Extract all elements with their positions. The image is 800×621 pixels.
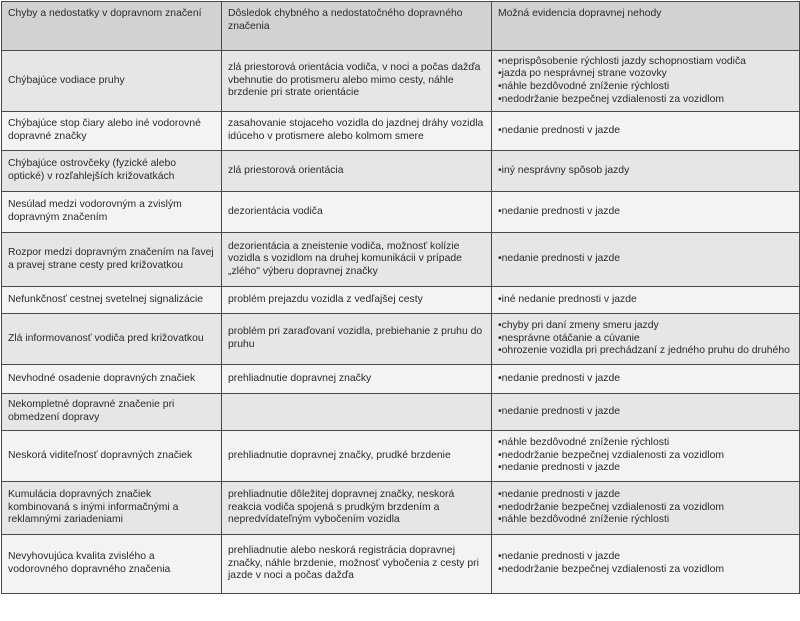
consequence-cell: dezorientácia a zneistenie vodiča, možnosť kolízie vozidla s vozidlom na druhej komunikácii v prípade „zlého" výberu dopravnej značky: [222, 233, 492, 287]
evidence-cell: [492, 535, 800, 594]
evidence-cell: [492, 192, 800, 233]
evidence-cell: [492, 431, 800, 482]
evidence-item: • iný nesprávny spôsob jazdy: [498, 165, 793, 178]
table-row: [2, 535, 800, 594]
evidence-item: • náhle bezdôvodné zníženie rýchlosti: [498, 437, 793, 450]
defect-cell: Zlá informovanosť vodiča pred križovatkou: [2, 314, 222, 365]
evidence-item: • nedanie prednosti v jazde: [498, 206, 793, 219]
evidence-item: • nedanie prednosti v jazde: [498, 253, 793, 266]
evidence-cell: [492, 51, 800, 112]
evidence-item: • nesprávne otáčanie a cúvanie: [498, 333, 793, 346]
consequence-cell: [222, 394, 492, 431]
header-consequence: Dôsledok chybného a nedostatočného dopravného značenia: [222, 2, 492, 51]
evidence-item: • nedanie prednosti v jazde: [498, 462, 793, 475]
evidence-item: • nedanie prednosti v jazde: [498, 489, 793, 502]
table-row: [2, 431, 800, 482]
header-evidence: Možná evidencia dopravnej nehody: [492, 2, 800, 51]
consequence-cell: problém prejazdu vozidla z vedľajšej cesty: [222, 287, 492, 314]
evidence-item: • nedodržanie bezpečnej vzdialenosti za vozidlom: [498, 94, 793, 107]
table-row: [2, 51, 800, 112]
evidence-cell: [492, 233, 800, 287]
evidence-item: • nedanie prednosti v jazde: [498, 373, 793, 386]
table-row: [2, 233, 800, 287]
defect-cell: Nesúlad medzi vodorovným a zvislým dopravným značením: [2, 192, 222, 233]
evidence-item: • ohrozenie vozidla pri prechádzaní z jedného pruhu do druhého: [498, 345, 793, 358]
evidence-item: • jazda po nesprávnej strane vozovky: [498, 68, 793, 81]
evidence-item: • náhle bezdôvodné zníženie rýchlosti: [498, 514, 793, 527]
table-header: [2, 2, 800, 51]
defect-cell: Chýbajúce vodiace pruhy: [2, 51, 222, 112]
consequence-cell: dezorientácia vodiča: [222, 192, 492, 233]
table-body: [2, 51, 800, 594]
evidence-cell: [492, 112, 800, 151]
defect-cell: Rozpor medzi dopravným značením na ľavej a pravej strane cesty pred križovatkou: [2, 233, 222, 287]
table-row: [2, 394, 800, 431]
evidence-list: [498, 373, 793, 386]
defect-cell: Nevhodné osadenie dopravných značiek: [2, 365, 222, 394]
consequence-cell: prehliadnutie dopravnej značky: [222, 365, 492, 394]
evidence-list: [498, 406, 793, 419]
table-row: [2, 192, 800, 233]
evidence-list: [498, 206, 793, 219]
defect-cell: Nefunkčnosť cestnej svetelnej signalizácie: [2, 287, 222, 314]
evidence-item: • nedodržanie bezpečnej vzdialenosti za vozidlom: [498, 502, 793, 515]
header-row: [2, 2, 800, 51]
consequence-cell: prehliadnutie dôležitej dopravnej značky, neskorá reakcia vodiča spojená s prudkým brzdením a nepredvídateľným vybočením vozidla: [222, 482, 492, 535]
consequence-cell: zlá priestorová orientácia: [222, 151, 492, 192]
evidence-cell: [492, 151, 800, 192]
defect-cell: Nevyhovujúca kvalita zvislého a vodorovného dopravného značenia: [2, 535, 222, 594]
table-row: [2, 287, 800, 314]
traffic-signage-table: [1, 1, 800, 594]
evidence-list: [498, 253, 793, 266]
consequence-cell: prehliadnutie dopravnej značky, prudké brzdenie: [222, 431, 492, 482]
defect-cell: Chýbajúce ostrovčeky (fyzické alebo optické) v rozľahlejších križovatkách: [2, 151, 222, 192]
evidence-list: [498, 320, 793, 358]
evidence-cell: [492, 365, 800, 394]
defect-cell: Nekompletné dopravné značenie pri obmedzení dopravy: [2, 394, 222, 431]
evidence-item: • nedanie prednosti v jazde: [498, 406, 793, 419]
evidence-item: • nedanie prednosti v jazde: [498, 551, 793, 564]
table-row: [2, 151, 800, 192]
evidence-item: • neprispôsobenie rýchlosti jazdy schopnostiam vodiča: [498, 56, 793, 69]
evidence-cell: [492, 287, 800, 314]
table-row: [2, 314, 800, 365]
evidence-item: • nedodržanie bezpečnej vzdialenosti za vozidlom: [498, 564, 793, 577]
evidence-item: • iné nedanie prednosti v jazde: [498, 294, 793, 307]
table-row: [2, 365, 800, 394]
evidence-item: • nedanie prednosti v jazde: [498, 125, 793, 138]
defect-cell: Chýbajúce stop čiary alebo iné vodorovné dopravné značky: [2, 112, 222, 151]
evidence-list: [498, 56, 793, 106]
consequence-cell: zasahovanie stojaceho vozidla do jazdnej dráhy vozidla idúceho v protismere alebo kolmom smere: [222, 112, 492, 151]
evidence-list: [498, 125, 793, 138]
consequence-cell: zlá priestorová orientácia vodiča, v noci a počas dažďa vbehnutie do protismeru alebo mimo cesty, náhle brzdenie pri strate orientácie: [222, 51, 492, 112]
consequence-cell: problém pri zaraďovaní vozidla, prebiehanie z pruhu do pruhu: [222, 314, 492, 365]
defect-cell: Neskorá viditeľnosť dopravných značiek: [2, 431, 222, 482]
evidence-list: [498, 437, 793, 475]
header-defects: Chyby a nedostatky v dopravnom značení: [2, 2, 222, 51]
evidence-cell: [492, 314, 800, 365]
evidence-list: [498, 551, 793, 576]
evidence-item: • náhle bezdôvodné zníženie rýchlosti: [498, 81, 793, 94]
evidence-list: [498, 489, 793, 527]
evidence-item: • chyby pri daní zmeny smeru jazdy: [498, 320, 793, 333]
evidence-cell: [492, 394, 800, 431]
consequence-cell: prehliadnutie alebo neskorá registrácia dopravnej značky, náhle brzdenie, možnosť vybočenia z cesty pri jazde v noci a počas dažďa: [222, 535, 492, 594]
evidence-cell: [492, 482, 800, 535]
table-row: [2, 482, 800, 535]
evidence-list: [498, 294, 793, 307]
defect-cell: Kumulácia dopravných značiek kombinovaná s inými informačnými a reklamnými zariadeniami: [2, 482, 222, 535]
evidence-list: [498, 165, 793, 178]
table-row: [2, 112, 800, 151]
evidence-item: • nedodržanie bezpečnej vzdialenosti za vozidlom: [498, 450, 793, 463]
